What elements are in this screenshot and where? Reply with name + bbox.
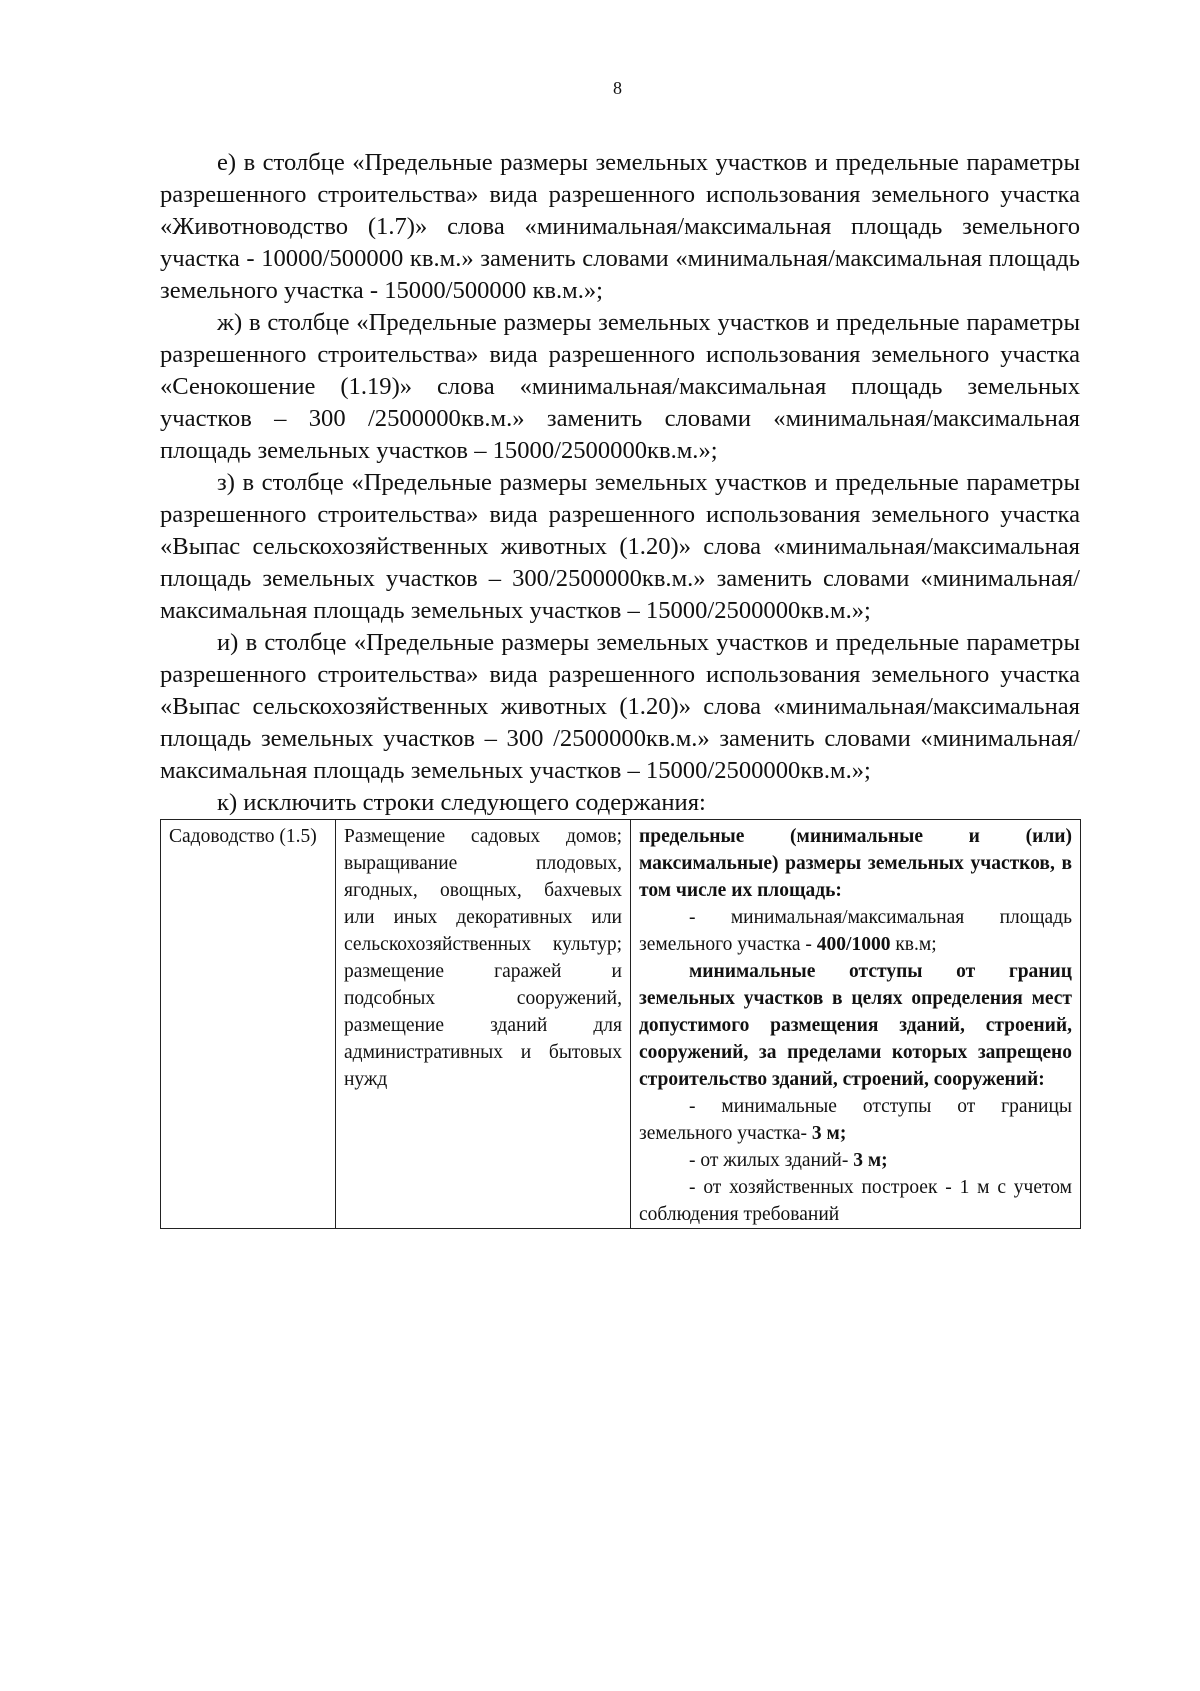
paragraph-text: в столбце «Предельные размеры земельных участков и предельные параметры разрешенного строительства» вида разрешенного использования земельного участка «Животноводство (1.7)» слова «минимальная/максимальная площадь земельного участка - 10000/500000 кв.м.» заменить словами «минимальная/максимальная площадь земельного участка - 15000/500000 кв.м.»; bbox=[160, 149, 1081, 304]
params-setback-item-2 bbox=[639, 1147, 1072, 1174]
paragraph-e bbox=[160, 147, 1080, 307]
params-area-item bbox=[639, 904, 1072, 958]
params-area-suffix: кв.м; bbox=[890, 934, 937, 955]
paragraph-text: в столбце «Предельные размеры земельных участков и предельные параметры разрешенного строительства» вида разрешенного использования земельного участка «Выпас сельскохозяйственных животных (1.20)» слова «минимальная/максимальная площадь земельных участков – 300 /2500000кв.м.» заменить словами «минимальная/максимальная площадь земельных участков – 15000/2500000кв.м.»; bbox=[160, 629, 1081, 784]
params-setback-item-1 bbox=[639, 1093, 1072, 1147]
paragraph-marker: е) bbox=[217, 149, 237, 176]
params-setback-prefix-1: - минимальные отступы от границы земельного участка- bbox=[639, 1096, 1072, 1144]
paragraph-marker: ж) bbox=[217, 309, 243, 336]
params-setback-item-3: - от хозяйственных построек - 1 м с учетом соблюдения требований bbox=[639, 1177, 1072, 1225]
paragraph-i bbox=[160, 627, 1080, 787]
paragraph-k bbox=[160, 787, 1080, 819]
table-row bbox=[161, 820, 1081, 1229]
use-type-name: Садоводство (1.5) bbox=[169, 826, 317, 847]
params-setback-value-1: 3 м; bbox=[811, 1123, 847, 1144]
paragraph-text: исключить строки следующего содержания: bbox=[243, 789, 706, 816]
use-description-cell bbox=[336, 820, 631, 1229]
params-setback-prefix-2: - от жилых зданий- bbox=[689, 1150, 854, 1171]
use-parameters-cell bbox=[631, 820, 1081, 1229]
paragraph-marker: к) bbox=[217, 789, 238, 816]
paragraph-zh bbox=[160, 307, 1080, 467]
excluded-rows-table bbox=[160, 819, 1081, 1229]
paragraph-text: в столбце «Предельные размеры земельных участков и предельные параметры разрешенного строительства» вида разрешенного использования земельного участка «Выпас сельскохозяйственных животных (1.20)» слова «минимальная/максимальная площадь земельных участков – 300/2500000кв.м.» заменить словами «минимальная/максимальная площадь земельных участков – 15000/2500000кв.м.»; bbox=[160, 469, 1080, 624]
paragraph-z bbox=[160, 467, 1080, 627]
params-heading-size: предельные (минимальные и (или) максимальные) размеры земельных участков, в том числе их площадь: bbox=[639, 826, 1072, 901]
params-setback-value-2: 3 м; bbox=[853, 1150, 888, 1171]
paragraph-marker: з) bbox=[217, 469, 235, 496]
params-area-value: 400/1000 bbox=[816, 934, 891, 955]
paragraph-marker: и) bbox=[217, 629, 239, 656]
params-heading-setbacks: минимальные отступы от границ земельных участков в целях определения мест допустимого размещения зданий, строений, сооружений, за пределами которых запрещено строительство зданий, строений, сооружений: bbox=[639, 961, 1072, 1090]
document-body bbox=[160, 147, 1080, 1229]
paragraph-text: в столбце «Предельные размеры земельных участков и предельные параметры разрешенного строительства» вида разрешенного использования земельного участка «Сенокошение (1.19)» слова «минимальная/максимальная площадь земельных участков – 300 /2500000кв.м.» заменить словами «минимальная/максимальная площадь земельных участков – 15000/2500000кв.м.»; bbox=[160, 309, 1080, 464]
use-description: Размещение садовых домов; выращивание плодовых, ягодных, овощных, бахчевых или иных декоративных или сельскохозяйственных культур; размещение гаражей и подсобных сооружений, размещение зданий для административных и бытовых нужд bbox=[344, 826, 622, 1090]
use-type-cell bbox=[161, 820, 336, 1229]
params-area-prefix: - минимальная/максимальная площадь земельного участка - bbox=[639, 907, 1072, 955]
page-number: 8 bbox=[613, 78, 622, 98]
